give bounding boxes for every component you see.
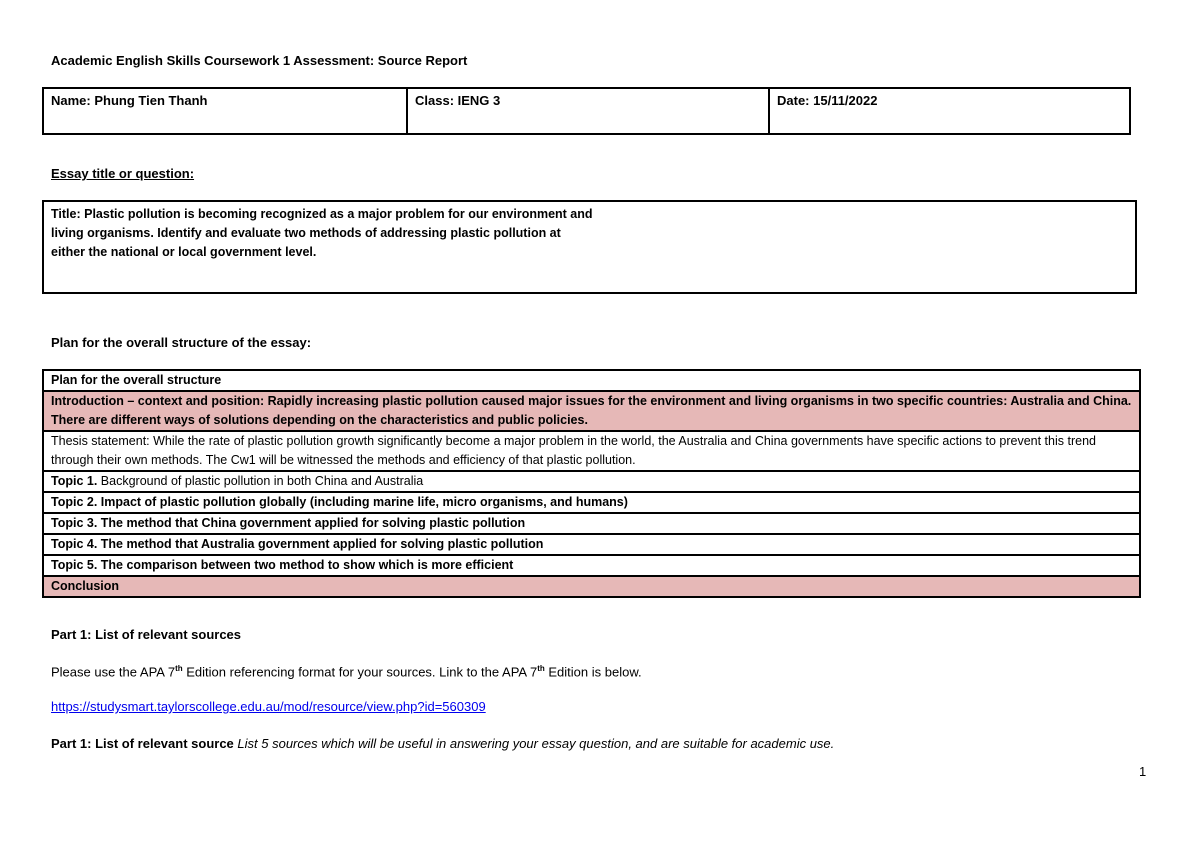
- apa-link[interactable]: https://studysmart.taylorscollege.edu.au/mod/resource/view.php?id=560309: [51, 699, 486, 714]
- part1-heading: Part 1: List of relevant sources: [51, 627, 242, 642]
- plan-introduction: Introduction – context and position: Rapidly increasing plastic pollution caused major issues for the environment and living organisms in two specific countries: Australia and China. There are different ways of solutions depending on the characteristics and public policies.: [43, 391, 1140, 431]
- sources-note: List 5 sources which will be useful in answering your essay question, and are suitable for academic use.: [237, 736, 835, 751]
- apa-text-c: Edition is below.: [544, 664, 642, 680]
- essay-title-line: living organisms. Identify and evaluate two methods of addressing plastic pollution at: [51, 226, 561, 240]
- name-cell: Name: Phung Tien Thanh: [43, 88, 407, 134]
- plan-conclusion: Conclusion: [43, 576, 1140, 597]
- apa-text-a: Please use the APA 7: [51, 664, 176, 680]
- apa-instruction: [51, 664, 642, 679]
- class-cell: Class: IENG 3: [407, 88, 769, 134]
- plan-topic-1: [43, 471, 1140, 492]
- apa-superscript: th: [537, 664, 545, 673]
- plan-topic-5: Topic 5. The comparison between two method to show which is more efficient: [43, 555, 1140, 576]
- plan-thesis: Thesis statement: While the rate of plastic pollution growth significantly become a major problem in the world, the Australia and China governments have specific actions to prevent this trend through their own methods. The Cw1 will be witnessed the methods and efficiency of that plastic pollution.: [43, 431, 1140, 471]
- apa-text-b: Edition referencing format for your sources. Link to the APA 7: [182, 664, 538, 680]
- plan-table: [42, 369, 1141, 598]
- sources-instruction: [51, 736, 834, 751]
- document-title: Academic English Skills Coursework 1 Assessment: Source Report: [51, 53, 468, 68]
- essay-title-label: Essay title or question:: [51, 166, 195, 181]
- sources-heading: Part 1: List of relevant source: [51, 736, 238, 751]
- topic-1-prefix: Topic 1.: [51, 474, 98, 488]
- apa-superscript: th: [175, 664, 183, 673]
- plan-header: Plan for the overall structure: [43, 370, 1140, 391]
- plan-topic-2: Topic 2. Impact of plastic pollution globally (including marine life, micro organisms, and humans): [43, 492, 1140, 513]
- plan-topic-4: Topic 4. The method that Australia government applied for solving plastic pollution: [43, 534, 1140, 555]
- essay-title-line: either the national or local government level.: [51, 245, 317, 259]
- plan-topic-3: Topic 3. The method that China government applied for solving plastic pollution: [43, 513, 1140, 534]
- date-cell: Date: 15/11/2022: [769, 88, 1130, 134]
- essay-title-box: [42, 200, 1137, 294]
- plan-label: Plan for the overall structure of the essay:: [51, 335, 312, 350]
- essay-title-line: Title: Plastic pollution is becoming recognized as a major problem for our environment and: [51, 207, 593, 221]
- student-info-table: [42, 87, 1131, 135]
- topic-1-text: Background of plastic pollution in both China and Australia: [97, 474, 424, 488]
- page-number: 1: [1139, 764, 1147, 779]
